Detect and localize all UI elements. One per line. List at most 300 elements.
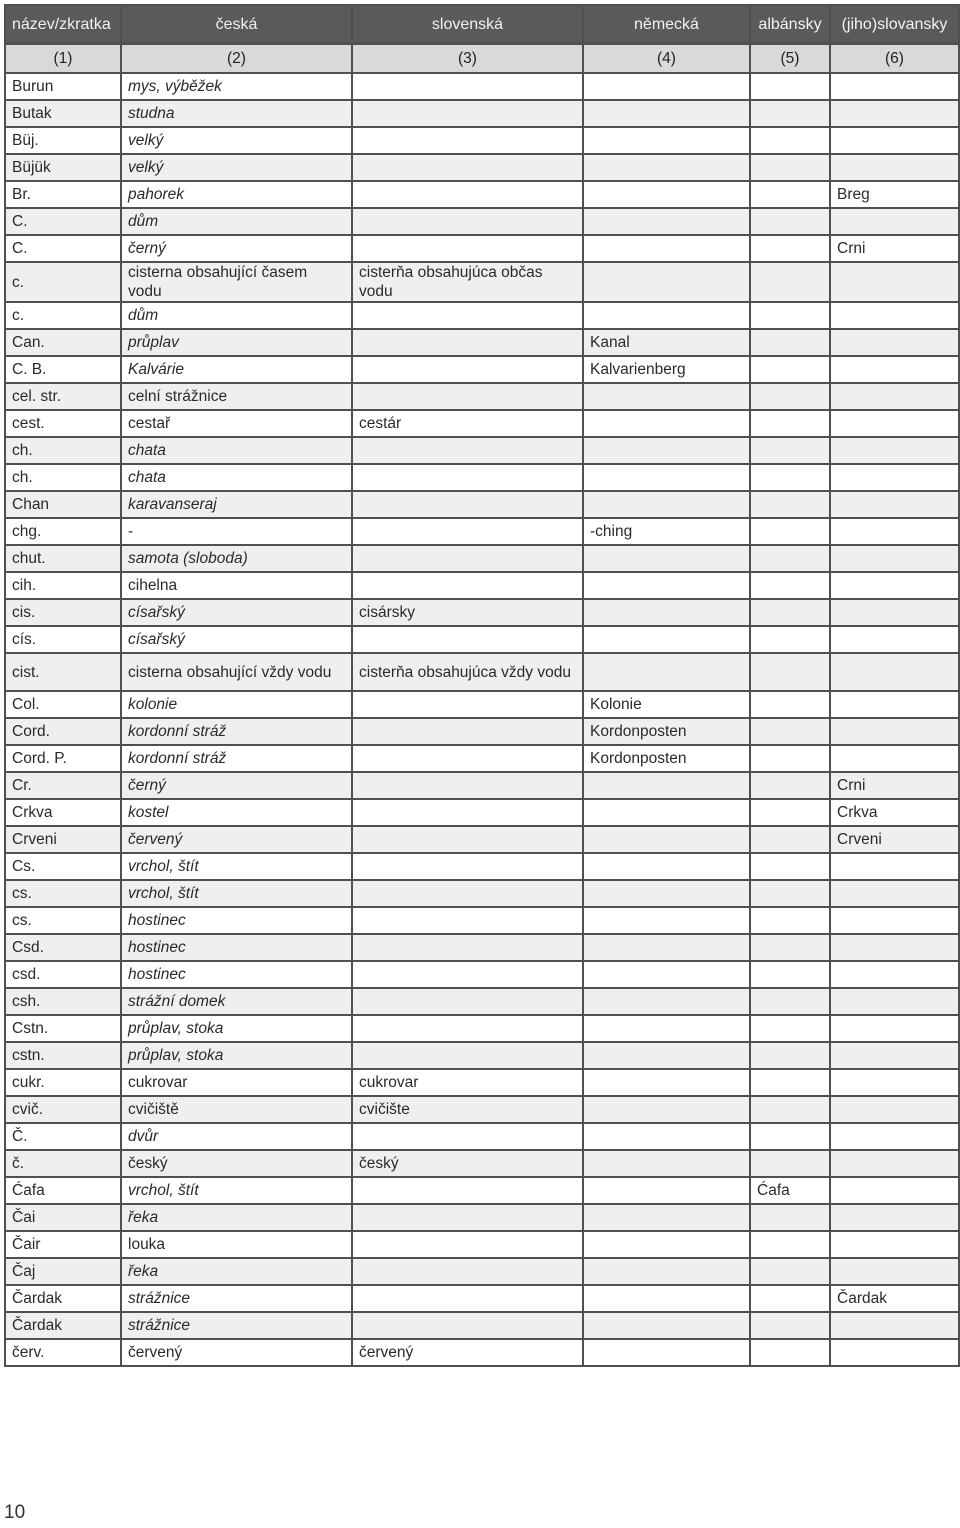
cell-slovak <box>352 934 583 961</box>
cell-south-slavic <box>830 1042 959 1069</box>
cell-abbreviation: červ. <box>5 1339 121 1366</box>
cell-albanian <box>750 302 830 329</box>
cell-german <box>583 127 750 154</box>
cell-czech: dům <box>121 208 352 235</box>
cell-south-slavic: Crni <box>830 235 959 262</box>
cell-czech: hostinec <box>121 907 352 934</box>
cell-czech: cvičiště <box>121 1096 352 1123</box>
cell-slovak <box>352 1285 583 1312</box>
cell-abbreviation: Čaj <box>5 1258 121 1285</box>
cell-slovak <box>352 181 583 208</box>
cell-south-slavic <box>830 572 959 599</box>
cell-abbreviation: Col. <box>5 691 121 718</box>
cell-slovak <box>352 1177 583 1204</box>
cell-albanian <box>750 799 830 826</box>
cell-south-slavic <box>830 1069 959 1096</box>
table-row <box>5 262 959 302</box>
cell-czech: cukrovar <box>121 1069 352 1096</box>
table-row <box>5 356 959 383</box>
cell-abbreviation: cest. <box>5 410 121 437</box>
cell-south-slavic <box>830 691 959 718</box>
cell-czech: Kalvárie <box>121 356 352 383</box>
cell-czech: císařský <box>121 599 352 626</box>
cell-czech: průplav, stoka <box>121 1015 352 1042</box>
cell-abbreviation: cis. <box>5 599 121 626</box>
cell-slovak <box>352 1204 583 1231</box>
cell-czech: kolonie <box>121 691 352 718</box>
cell-albanian <box>750 1204 830 1231</box>
cell-abbreviation: cukr. <box>5 1069 121 1096</box>
cell-albanian <box>750 1285 830 1312</box>
cell-albanian: Ćafa <box>750 1177 830 1204</box>
cell-albanian <box>750 1312 830 1339</box>
cell-german <box>583 599 750 626</box>
column-number-2: (2) <box>121 44 352 74</box>
cell-german <box>583 1042 750 1069</box>
table-row <box>5 907 959 934</box>
cell-czech: studna <box>121 100 352 127</box>
cell-south-slavic <box>830 988 959 1015</box>
cell-german <box>583 772 750 799</box>
cell-albanian <box>750 181 830 208</box>
cell-albanian <box>750 1231 830 1258</box>
cell-german <box>583 235 750 262</box>
cell-south-slavic: Breg <box>830 181 959 208</box>
cell-albanian <box>750 73 830 100</box>
cell-south-slavic <box>830 626 959 653</box>
cell-slovak <box>352 880 583 907</box>
cell-south-slavic <box>830 383 959 410</box>
cell-czech: velký <box>121 154 352 181</box>
cell-abbreviation: Br. <box>5 181 121 208</box>
cell-slovak <box>352 154 583 181</box>
table-row <box>5 718 959 745</box>
cell-albanian <box>750 1123 830 1150</box>
table-row <box>5 545 959 572</box>
cell-albanian <box>750 718 830 745</box>
cell-south-slavic <box>830 1339 959 1366</box>
cell-german <box>583 1312 750 1339</box>
table-row <box>5 853 959 880</box>
cell-albanian <box>750 1042 830 1069</box>
cell-czech: - <box>121 518 352 545</box>
cell-south-slavic <box>830 880 959 907</box>
cell-abbreviation: Butak <box>5 100 121 127</box>
table-row <box>5 653 959 691</box>
table-body <box>5 73 959 1366</box>
cell-german <box>583 208 750 235</box>
cell-south-slavic <box>830 302 959 329</box>
table-row <box>5 826 959 853</box>
table-row <box>5 572 959 599</box>
cell-slovak <box>352 626 583 653</box>
cell-albanian <box>750 745 830 772</box>
table-row <box>5 799 959 826</box>
table-row <box>5 1231 959 1258</box>
header-abbreviation: název/zkratka <box>5 5 121 44</box>
cell-albanian <box>750 383 830 410</box>
cell-slovak <box>352 491 583 518</box>
cell-albanian <box>750 1096 830 1123</box>
cell-abbreviation: Crveni <box>5 826 121 853</box>
table-row <box>5 599 959 626</box>
cell-albanian <box>750 235 830 262</box>
cell-czech: vrchol, štít <box>121 853 352 880</box>
cell-south-slavic <box>830 745 959 772</box>
cell-south-slavic <box>830 1150 959 1177</box>
cell-abbreviation: cvič. <box>5 1096 121 1123</box>
cell-abbreviation: cist. <box>5 653 121 691</box>
cell-german <box>583 934 750 961</box>
cell-czech: strážnice <box>121 1285 352 1312</box>
cell-abbreviation: Cstn. <box>5 1015 121 1042</box>
cell-abbreviation: Č. <box>5 1123 121 1150</box>
cell-german <box>583 1339 750 1366</box>
cell-czech: černý <box>121 772 352 799</box>
cell-south-slavic: Crveni <box>830 826 959 853</box>
cell-slovak <box>352 208 583 235</box>
cell-czech: dům <box>121 302 352 329</box>
cell-slovak: cestár <box>352 410 583 437</box>
table-row <box>5 491 959 518</box>
cell-south-slavic <box>830 907 959 934</box>
cell-south-slavic <box>830 1231 959 1258</box>
cell-south-slavic <box>830 1177 959 1204</box>
cell-abbreviation: Chan <box>5 491 121 518</box>
cell-albanian <box>750 599 830 626</box>
table-row <box>5 1339 959 1366</box>
cell-abbreviation: č. <box>5 1150 121 1177</box>
cell-south-slavic <box>830 329 959 356</box>
cell-slovak <box>352 988 583 1015</box>
cell-albanian <box>750 1339 830 1366</box>
table-row <box>5 1285 959 1312</box>
table-row <box>5 1312 959 1339</box>
cell-south-slavic <box>830 1312 959 1339</box>
cell-slovak <box>352 302 583 329</box>
cell-german <box>583 1096 750 1123</box>
cell-south-slavic: Crni <box>830 772 959 799</box>
cell-german: Kordonposten <box>583 745 750 772</box>
cell-albanian <box>750 934 830 961</box>
cell-abbreviation: cstn. <box>5 1042 121 1069</box>
cell-albanian <box>750 437 830 464</box>
cell-south-slavic <box>830 262 959 302</box>
abbreviation-table <box>4 4 960 1367</box>
cell-slovak: cisterňa obsahujúca občas vodu <box>352 262 583 302</box>
table-row <box>5 691 959 718</box>
cell-slovak <box>352 799 583 826</box>
cell-german <box>583 626 750 653</box>
cell-czech: pahorek <box>121 181 352 208</box>
cell-german <box>583 464 750 491</box>
cell-albanian <box>750 572 830 599</box>
cell-south-slavic <box>830 718 959 745</box>
cell-czech: cihelna <box>121 572 352 599</box>
cell-czech: průplav, stoka <box>121 1042 352 1069</box>
cell-albanian <box>750 154 830 181</box>
column-number-4: (4) <box>583 44 750 74</box>
cell-german <box>583 799 750 826</box>
cell-abbreviation: C. B. <box>5 356 121 383</box>
cell-german <box>583 437 750 464</box>
cell-abbreviation: chut. <box>5 545 121 572</box>
cell-czech: černý <box>121 235 352 262</box>
header-slovak: slovenská <box>352 5 583 44</box>
cell-czech: průplav <box>121 329 352 356</box>
cell-czech: hostinec <box>121 961 352 988</box>
cell-abbreviation: Büj. <box>5 127 121 154</box>
cell-albanian <box>750 653 830 691</box>
cell-german <box>583 73 750 100</box>
cell-czech: kordonní stráž <box>121 745 352 772</box>
cell-slovak: cisterňa obsahujúca vždy vodu <box>352 653 583 691</box>
table-row <box>5 1015 959 1042</box>
table-row <box>5 1123 959 1150</box>
table-row <box>5 100 959 127</box>
cell-abbreviation: cel. str. <box>5 383 121 410</box>
cell-abbreviation: csh. <box>5 988 121 1015</box>
cell-albanian <box>750 691 830 718</box>
table-row <box>5 1177 959 1204</box>
cell-german <box>583 1258 750 1285</box>
cell-german <box>583 154 750 181</box>
cell-german <box>583 262 750 302</box>
cell-german <box>583 572 750 599</box>
cell-south-slavic <box>830 356 959 383</box>
cell-slovak <box>352 745 583 772</box>
cell-german <box>583 880 750 907</box>
column-number-3: (3) <box>352 44 583 74</box>
cell-south-slavic <box>830 73 959 100</box>
cell-abbreviation: Čai <box>5 1204 121 1231</box>
column-number-1: (1) <box>5 44 121 74</box>
cell-slovak: červený <box>352 1339 583 1366</box>
cell-south-slavic: Crkva <box>830 799 959 826</box>
cell-albanian <box>750 464 830 491</box>
cell-south-slavic <box>830 1258 959 1285</box>
cell-german: Kolonie <box>583 691 750 718</box>
cell-albanian <box>750 491 830 518</box>
cell-south-slavic <box>830 100 959 127</box>
cell-czech: řeka <box>121 1258 352 1285</box>
cell-czech: kostel <box>121 799 352 826</box>
table-row <box>5 1258 959 1285</box>
table-row <box>5 154 959 181</box>
table-row <box>5 518 959 545</box>
cell-german <box>583 302 750 329</box>
cell-slovak: cvičište <box>352 1096 583 1123</box>
table-row <box>5 437 959 464</box>
cell-abbreviation: C. <box>5 208 121 235</box>
table-row <box>5 1069 959 1096</box>
cell-czech: strážnice <box>121 1312 352 1339</box>
cell-abbreviation: cís. <box>5 626 121 653</box>
cell-albanian <box>750 100 830 127</box>
cell-czech: kordonní stráž <box>121 718 352 745</box>
cell-south-slavic <box>830 1204 959 1231</box>
cell-albanian <box>750 961 830 988</box>
cell-slovak <box>352 545 583 572</box>
cell-czech: řeka <box>121 1204 352 1231</box>
cell-german: Kordonposten <box>583 718 750 745</box>
table-row <box>5 235 959 262</box>
table-row <box>5 1096 959 1123</box>
cell-albanian <box>750 880 830 907</box>
cell-german <box>583 1177 750 1204</box>
cell-slovak <box>352 826 583 853</box>
cell-german <box>583 853 750 880</box>
column-number-6: (6) <box>830 44 959 74</box>
cell-south-slavic <box>830 934 959 961</box>
cell-slovak: cukrovar <box>352 1069 583 1096</box>
table-row <box>5 1204 959 1231</box>
table-row <box>5 181 959 208</box>
cell-abbreviation: Büjük <box>5 154 121 181</box>
cell-german <box>583 1069 750 1096</box>
cell-albanian <box>750 262 830 302</box>
cell-abbreviation: Čair <box>5 1231 121 1258</box>
cell-german <box>583 491 750 518</box>
column-number-row <box>5 44 959 74</box>
cell-slovak <box>352 853 583 880</box>
cell-czech: vrchol, štít <box>121 880 352 907</box>
cell-german <box>583 653 750 691</box>
cell-abbreviation: C. <box>5 235 121 262</box>
cell-albanian <box>750 356 830 383</box>
cell-german: Kalvarienberg <box>583 356 750 383</box>
header-south-slavic: (jiho)slovansky <box>830 5 959 44</box>
cell-albanian <box>750 410 830 437</box>
table-row <box>5 988 959 1015</box>
cell-german <box>583 1285 750 1312</box>
cell-abbreviation: Čardak <box>5 1285 121 1312</box>
cell-german <box>583 1123 750 1150</box>
cell-albanian <box>750 127 830 154</box>
cell-south-slavic <box>830 961 959 988</box>
table-row <box>5 73 959 100</box>
cell-south-slavic <box>830 1096 959 1123</box>
cell-abbreviation: c. <box>5 262 121 302</box>
cell-abbreviation: cs. <box>5 907 121 934</box>
table-row <box>5 934 959 961</box>
cell-german: -ching <box>583 518 750 545</box>
cell-south-slavic <box>830 410 959 437</box>
cell-abbreviation: Cs. <box>5 853 121 880</box>
cell-czech: červený <box>121 826 352 853</box>
cell-albanian <box>750 772 830 799</box>
cell-slovak: český <box>352 1150 583 1177</box>
cell-slovak <box>352 1042 583 1069</box>
cell-german <box>583 826 750 853</box>
cell-czech: mys, výběžek <box>121 73 352 100</box>
cell-slovak <box>352 437 583 464</box>
cell-german <box>583 1231 750 1258</box>
cell-czech: český <box>121 1150 352 1177</box>
cell-abbreviation: cih. <box>5 572 121 599</box>
cell-czech: chata <box>121 464 352 491</box>
cell-slovak <box>352 961 583 988</box>
cell-czech: chata <box>121 437 352 464</box>
cell-albanian <box>750 626 830 653</box>
table-row <box>5 208 959 235</box>
cell-slovak <box>352 907 583 934</box>
cell-albanian <box>750 1150 830 1177</box>
cell-slovak <box>352 518 583 545</box>
cell-albanian <box>750 907 830 934</box>
cell-south-slavic <box>830 208 959 235</box>
table-row <box>5 383 959 410</box>
cell-south-slavic: Čardak <box>830 1285 959 1312</box>
table-row <box>5 464 959 491</box>
cell-south-slavic <box>830 154 959 181</box>
page-number: 10 <box>4 1502 26 1523</box>
cell-german <box>583 410 750 437</box>
cell-albanian <box>750 1258 830 1285</box>
cell-albanian <box>750 1015 830 1042</box>
cell-german <box>583 181 750 208</box>
cell-czech: strážní domek <box>121 988 352 1015</box>
cell-albanian <box>750 1069 830 1096</box>
cell-abbreviation: c. <box>5 302 121 329</box>
cell-slovak <box>352 383 583 410</box>
cell-czech: cisterna obsahující časem vodu <box>121 262 352 302</box>
header-german: německá <box>583 5 750 44</box>
cell-czech: celní strážnice <box>121 383 352 410</box>
cell-south-slavic <box>830 127 959 154</box>
cell-south-slavic <box>830 518 959 545</box>
table-row <box>5 772 959 799</box>
cell-slovak: cisársky <box>352 599 583 626</box>
cell-czech: hostinec <box>121 934 352 961</box>
table-row <box>5 1042 959 1069</box>
cell-albanian <box>750 329 830 356</box>
cell-south-slavic <box>830 491 959 518</box>
cell-slovak <box>352 772 583 799</box>
cell-abbreviation: ch. <box>5 464 121 491</box>
cell-abbreviation: csd. <box>5 961 121 988</box>
table-row <box>5 961 959 988</box>
cell-slovak <box>352 464 583 491</box>
cell-albanian <box>750 545 830 572</box>
cell-czech: císařský <box>121 626 352 653</box>
table-row <box>5 880 959 907</box>
cell-abbreviation: Burun <box>5 73 121 100</box>
cell-czech: dvůr <box>121 1123 352 1150</box>
header-czech: česká <box>121 5 352 44</box>
cell-czech: vrchol, štít <box>121 1177 352 1204</box>
cell-south-slavic <box>830 1015 959 1042</box>
cell-german <box>583 383 750 410</box>
table-row <box>5 302 959 329</box>
cell-abbreviation: Cord. <box>5 718 121 745</box>
cell-abbreviation: Crkva <box>5 799 121 826</box>
table-row <box>5 127 959 154</box>
cell-abbreviation: Čardak <box>5 1312 121 1339</box>
cell-albanian <box>750 988 830 1015</box>
cell-german <box>583 988 750 1015</box>
cell-german <box>583 1204 750 1231</box>
cell-german <box>583 100 750 127</box>
cell-south-slavic <box>830 1123 959 1150</box>
cell-albanian <box>750 518 830 545</box>
cell-czech: červený <box>121 1339 352 1366</box>
cell-albanian <box>750 853 830 880</box>
cell-abbreviation: Cr. <box>5 772 121 799</box>
table-row <box>5 626 959 653</box>
table-row <box>5 745 959 772</box>
cell-south-slavic <box>830 653 959 691</box>
